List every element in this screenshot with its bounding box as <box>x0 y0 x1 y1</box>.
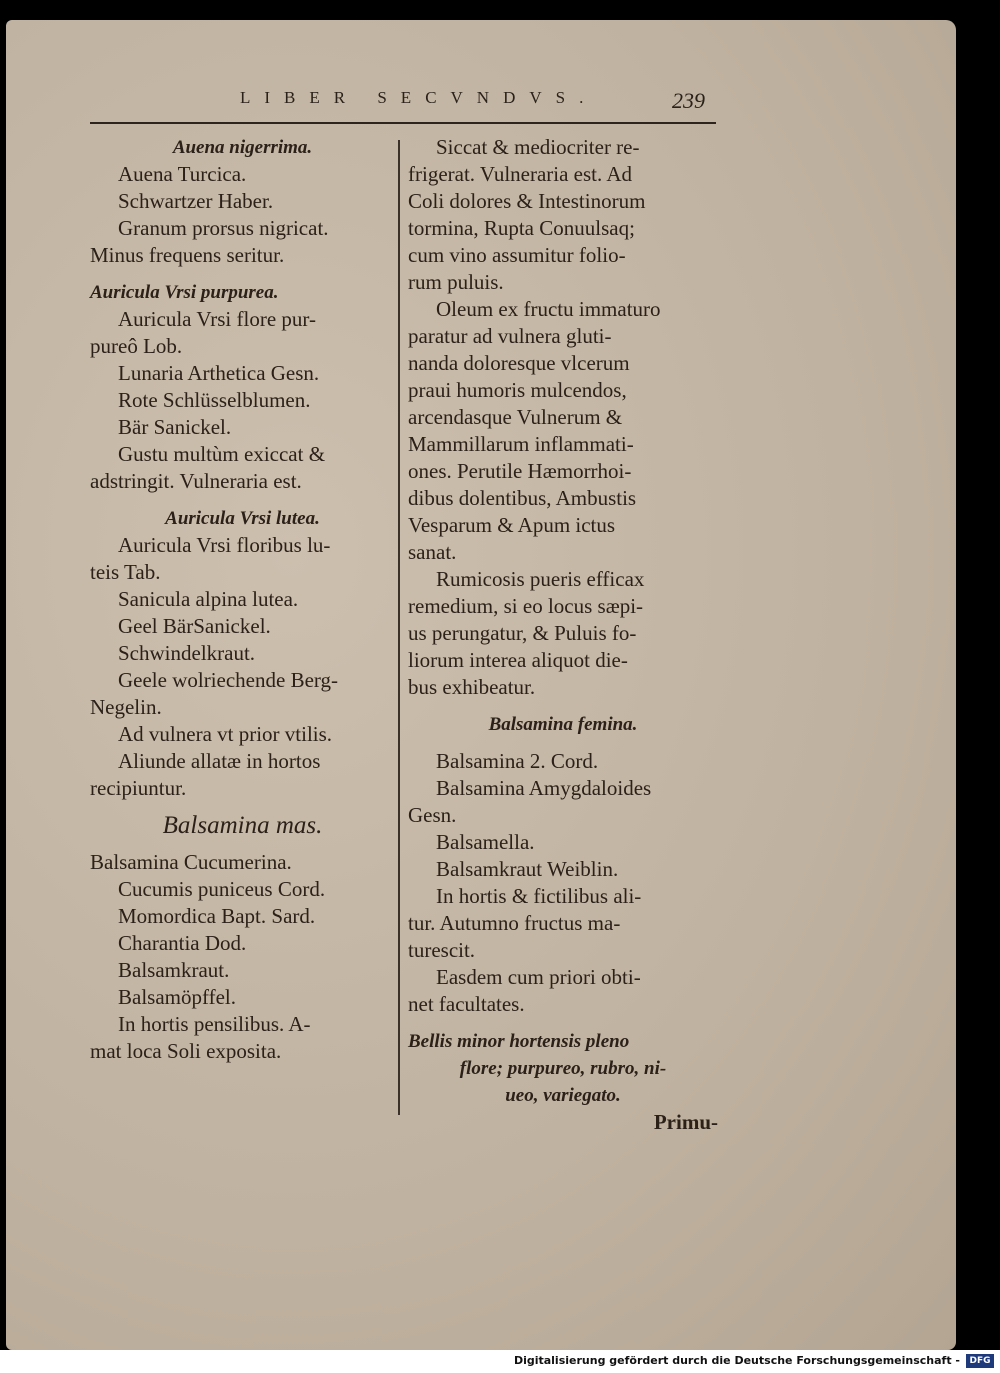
text-line: Auricula Vrsi floribus lu- <box>118 533 331 557</box>
dfg-logo: DFG <box>966 1354 994 1368</box>
text-line: Cucumis puniceus Cord. <box>118 877 326 901</box>
entry-heading: Auricula Vrsi lutea. <box>165 508 320 529</box>
text-line: Lunaria Arthetica Gesn. <box>118 361 320 385</box>
text-line: ones. Perutile Hæmorrhoi- <box>408 459 632 483</box>
text-line: adstringit. Vulneraria est. <box>90 469 302 493</box>
text-line: cum vino assumitur folio- <box>408 243 626 267</box>
text-line: frigerat. Vulneraria est. Ad <box>408 162 633 186</box>
line-gap <box>90 495 395 505</box>
text-line: Vesparum & Apum ictus <box>408 513 616 537</box>
text-line: Primu- <box>653 1110 718 1134</box>
column-divider <box>398 140 400 1115</box>
entry-heading: flore; purpureo, rubro, ni- <box>459 1058 667 1079</box>
text-line: Geele wolriechende Berg- <box>118 668 339 692</box>
text-line: mat loca Soli exposita. <box>90 1039 282 1063</box>
line-gap <box>90 269 395 279</box>
text-line: Momordica Bapt. Sard. <box>118 904 316 928</box>
text-line: Bär Sanickel. <box>118 415 232 439</box>
text-line: net facultates. <box>408 992 525 1016</box>
entry-heading: Balsamina mas. <box>162 812 323 839</box>
text-line: In hortis & fictilibus ali- <box>436 884 642 908</box>
text-line: Balsamina Cucumerina. <box>90 850 292 874</box>
funding-notice: Digitalisierung gefördert durch die Deutsche Forschungsgemeinschaft - <box>513 1354 960 1367</box>
text-line: Geel BärSanickel. <box>118 614 271 638</box>
entry-heading: Auena nigerrima. <box>172 137 313 158</box>
text-line: liorum interea aliquot die- <box>408 648 628 672</box>
text-line: Schwindelkraut. <box>118 641 256 665</box>
text-line: Charantia Dod. <box>118 931 247 955</box>
text-line: Negelin. <box>90 695 162 719</box>
text-line: Ad vulnera vt prior vtilis. <box>118 722 333 746</box>
text-line: sanat. <box>408 540 457 564</box>
text-line: Balsamina Amygdaloides <box>436 776 652 800</box>
line-gap <box>408 1018 718 1028</box>
text-line: turescit. <box>408 938 476 962</box>
entry-heading: Balsamina femina. <box>488 714 638 735</box>
text-line: tur. Autumno fructus ma- <box>408 911 621 935</box>
text-line: nanda doloresque vlcerum <box>408 351 630 375</box>
line-gap <box>90 802 395 812</box>
text-line: Auricula Vrsi flore pur- <box>118 307 316 331</box>
text-line: Balsamöpffel. <box>118 985 237 1009</box>
text-line: Oleum ex fructu immaturo <box>436 297 661 321</box>
text-line: pureô Lob. <box>90 334 183 358</box>
text-line: us perungatur, & Puluis fo- <box>408 621 637 645</box>
text-line: Rote Schlüsselblumen. <box>118 388 311 412</box>
line-gap <box>408 701 718 711</box>
text-line: Aliunde allatæ in hortos <box>118 749 321 773</box>
header-rule <box>90 122 716 124</box>
text-line: bus exhibeatur. <box>408 675 536 699</box>
page-number: 239 <box>672 88 705 113</box>
text-line: Siccat & mediocriter re- <box>436 135 640 159</box>
right-column <box>408 134 718 1136</box>
text-line: Auena Turcica. <box>118 162 247 186</box>
entry-heading: Bellis minor hortensis pleno <box>408 1031 630 1052</box>
footer-bar <box>0 1350 1000 1373</box>
text-line: arcendasque Vulnerum & <box>408 405 623 429</box>
running-header: LIBER SECVNDVS. <box>240 88 598 107</box>
text-line: Schwartzer Haber. <box>118 189 274 213</box>
text-line: teis Tab. <box>90 560 161 584</box>
left-column <box>90 134 395 1065</box>
text-line: paratur ad vulnera gluti- <box>408 324 612 348</box>
entry-heading: ueo, variegato. <box>505 1085 621 1106</box>
line-gap <box>90 839 395 849</box>
text-line: recipiuntur. <box>90 776 187 800</box>
line-gap <box>408 738 718 748</box>
text-line: rum puluis. <box>408 270 504 294</box>
text-line: Sanicula alpina lutea. <box>118 587 299 611</box>
entry-heading: Auricula Vrsi purpurea. <box>90 282 279 303</box>
text-line: Minus frequens seritur. <box>90 243 285 267</box>
text-line: In hortis pensilibus. A- <box>118 1012 311 1036</box>
text-line: Rumicosis pueris efficax <box>436 567 645 591</box>
text-line: Mammillarum inflammati- <box>408 432 634 456</box>
text-line: dibus dolentibus, Ambustis <box>408 486 637 510</box>
text-line: praui humoris mulcendos, <box>408 378 627 402</box>
text-line: Easdem cum priori obti- <box>436 965 641 989</box>
text-line: Balsamella. <box>436 830 535 854</box>
text-line: Balsamina 2. Cord. <box>436 749 599 773</box>
text-line: Gesn. <box>408 803 457 827</box>
text-line: remedium, si eo locus sæpi- <box>408 594 644 618</box>
text-line: tormina, Rupta Conuulsaq; <box>408 216 635 240</box>
text-line: Balsamkraut Weiblin. <box>436 857 619 881</box>
text-line: Gustu multùm exiccat & <box>118 442 326 466</box>
text-line: Balsamkraut. <box>118 958 230 982</box>
text-line: Coli dolores & Intestinorum <box>408 189 646 213</box>
text-line: Granum prorsus nigricat. <box>118 216 329 240</box>
